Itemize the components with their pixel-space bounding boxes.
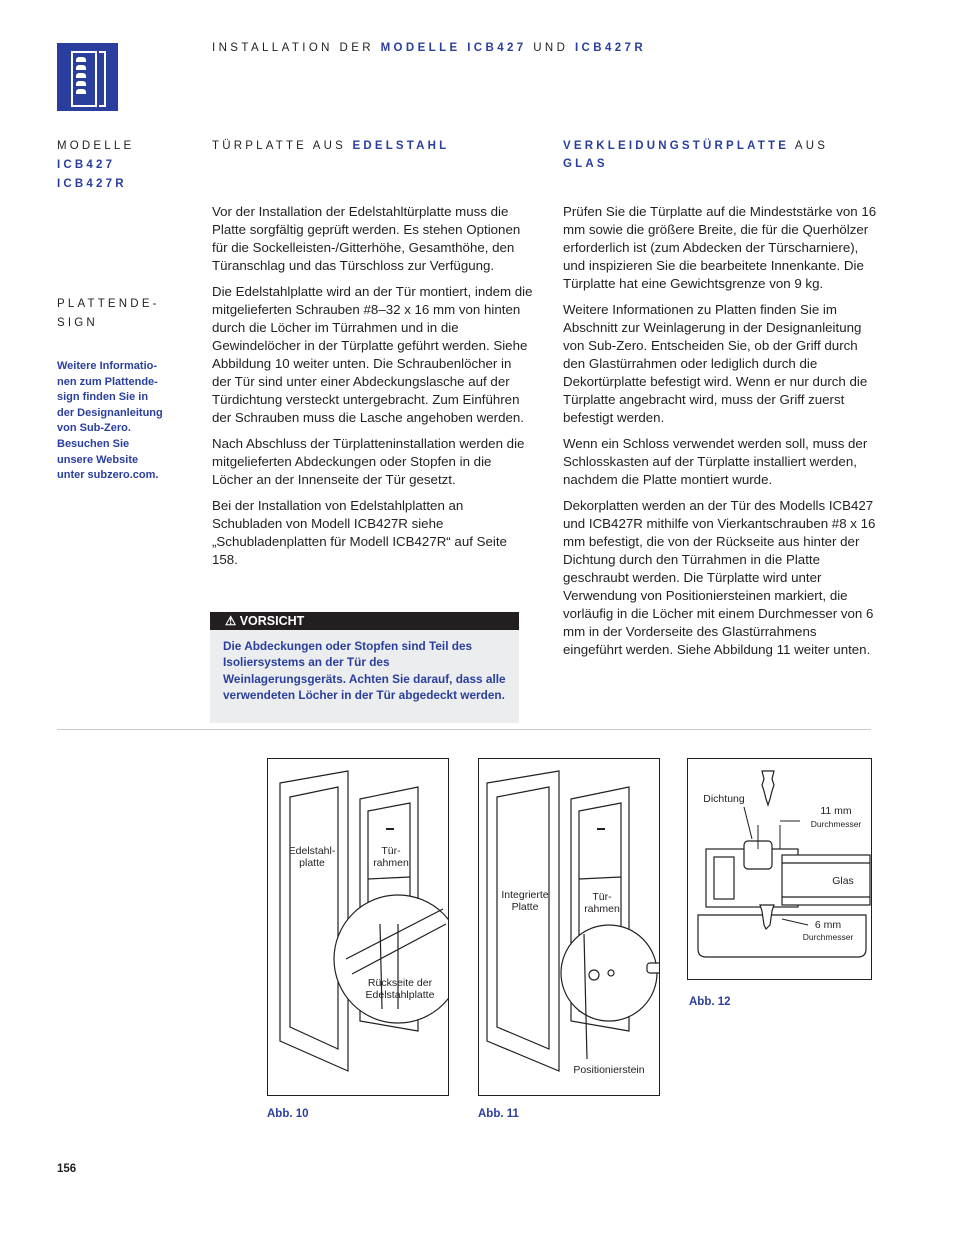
col2-paragraph: Weitere Informationen zu Platten finden Sie im Abschnitt zur Weinlagerung in der Designanleitung von Sub-Zero. Entscheiden Sie, ob der Griff durch den Glastürrahmen oder lediglich durch die Dekortürplatte befestigt wird. Wenn er nur durch die Türplatte angebracht wird, muss der Griff zuerst befestigt werden. — [563, 302, 868, 425]
label-6mm: 6 mm — [814, 919, 842, 931]
figure-11-drawing — [479, 759, 659, 1095]
sidebar-note: Weitere Informatio- nen zum Plattende- sign finden Sie in der Designanleitung von Sub-Zero. Besuchen Sie unsere Website unter subzero.com. — [57, 360, 163, 482]
col2-heading — [563, 137, 863, 173]
label-edelstahlplatte: Edelstahl- platte — [288, 845, 336, 869]
label-11mm: 11 mm — [820, 805, 852, 817]
label-rueckseite: Rückseite der Edelstahlplatte — [365, 977, 435, 1001]
figure-10 — [267, 758, 449, 1096]
col2-paragraph: Prüfen Sie die Türplatte auf die Mindeststärke von 16 mm sowie die größere Breite, die für die Querhölzer erforderlich ist (zum Abdecken der Türscharniere), und inspizieren Sie die bearbeitete Innenkante. Die Türplatte hat eine Gewichtsgrenze von 9 kg. — [563, 204, 877, 291]
page-number: 156 — [57, 1163, 77, 1175]
label-glas: Glas — [818, 875, 868, 887]
col1-heading-blue: EDELSTAHL — [352, 140, 450, 152]
figure-12-caption: Abb. 12 — [689, 996, 731, 1008]
caution-box — [210, 612, 519, 723]
label-integrierte-platte: Integrierte Platte — [501, 889, 549, 913]
label-durchmesser-2: Durchmesser — [802, 932, 854, 942]
label-dichtung: Dichtung — [703, 793, 745, 805]
warning-icon: ⚠ — [225, 614, 237, 628]
figure-11 — [478, 758, 660, 1096]
caution-text: Die Abdeckungen oder Stopfen sind Teil des Isoliersystems an der Tür des Weinlagerungsgeräts. Achten Sie darauf, dass alle verwendeten Löcher in der Tür abgedeckt werden. — [223, 639, 506, 703]
col2-paragraph: Dekorplatten werden an der Tür des Modells ICB427 und ICB427R mithilfe von Vierkantschrauben #8 x 16 mm befestigt, die von der Rückseite aus hinter der Dichtung durch den Türrahmen in die Platte geschraubt werden. Die Türplatte wird unter Verwendung von Positioniersteinen markiert, die vorläufig in die Löcher mit einem Durchmesser von 6 mm in der Vorderseite des Glastürrahmens eingeführt werden. Siehe Abbildung 11 weiter unten. — [563, 498, 876, 657]
col1-paragraph: Bei der Installation von Edelstahlplatten an Schubladen von Modell ICB427R siehe „Schubladenplatten für Modell ICB427R“ auf Seite 158. — [212, 498, 507, 567]
col2-heading-plain: AUS — [794, 140, 829, 152]
sidebar-models — [57, 137, 134, 194]
sidebar-model1: ICB427 — [57, 159, 116, 171]
label-tuerrahmen: Tür- rahmen — [373, 845, 409, 869]
brand-logo-icon — [57, 43, 118, 111]
caution-bar — [210, 612, 519, 630]
label-durchmesser-1: Durchmesser — [810, 819, 862, 829]
col1-paragraph: Vor der Installation der Edelstahltürplatte muss die Platte sorgfältig geprüft werden. Es stehen Optionen für die Sockelleisten-/Gitterhöhe, Gesamthöhe, den Türanschlag und das Türschloss zur Verfügung. — [212, 204, 521, 273]
col1-paragraph: Die Edelstahlplatte wird an der Tür montiert, indem die mitgelieferten Schrauben #8–32 x 16 mm von hinten durch die Löcher im Türrahmen und in die Gewindelöcher in der Türplatte geführt werden. Siehe Abbildung 10 weiter unten. Die Schraubenlöcher in der Tür sind unter einer Abdeckungslasche auf der Türdichtung versteckt untergebracht. Zum Einführen der Schrauben muss die Lasche angehoben werden. — [212, 284, 533, 425]
caution-label: VORSICHT — [239, 614, 305, 628]
figure-10-drawing — [268, 759, 448, 1095]
header-und: UND — [533, 42, 569, 54]
sidebar-plattendesign-line1: PLATTENDE- — [57, 298, 160, 310]
col1-heading — [212, 137, 449, 156]
col1-body — [212, 203, 534, 577]
figure-12-drawing — [688, 759, 871, 979]
header-model2: ICB427R — [574, 42, 647, 54]
sidebar-plattendesign — [57, 295, 160, 333]
col1-heading-plain: TÜRPLATTE AUS — [212, 140, 347, 152]
header-models: MODELLE ICB427 — [380, 42, 527, 54]
sidebar-modelle: MODELLE — [57, 140, 135, 152]
figure-12 — [687, 758, 872, 980]
sidebar-plattendesign-line2: SIGN — [57, 317, 98, 329]
col2-heading-blue2: GLAS — [563, 158, 608, 170]
col1-paragraph: Nach Abschluss der Türplatteninstallation werden die mitgelieferten Abdeckungen oder Stopfen in die Löcher an der Innenseite der Tür gesetzt. — [212, 436, 525, 487]
section-divider — [57, 729, 871, 730]
col2-body — [563, 203, 879, 667]
header-prefix: INSTALLATION DER — [212, 42, 374, 54]
figure-11-caption: Abb. 11 — [478, 1108, 519, 1120]
sidebar-model2: ICB427R — [57, 178, 127, 190]
col2-heading-blue1: VERKLEIDUNGSTÜRPLATTE — [563, 140, 790, 152]
page-header — [212, 42, 646, 54]
label-tuerrahmen-11: Tür- rahmen — [584, 891, 620, 915]
figure-10-caption: Abb. 10 — [267, 1108, 309, 1120]
col2-paragraph: Wenn ein Schloss verwendet werden soll, muss der Schlosskasten auf der Türplatte installiert werden, nachdem die Platte montiert wurde. — [563, 436, 868, 487]
label-positionierstein: Positionierstein — [573, 1064, 645, 1076]
